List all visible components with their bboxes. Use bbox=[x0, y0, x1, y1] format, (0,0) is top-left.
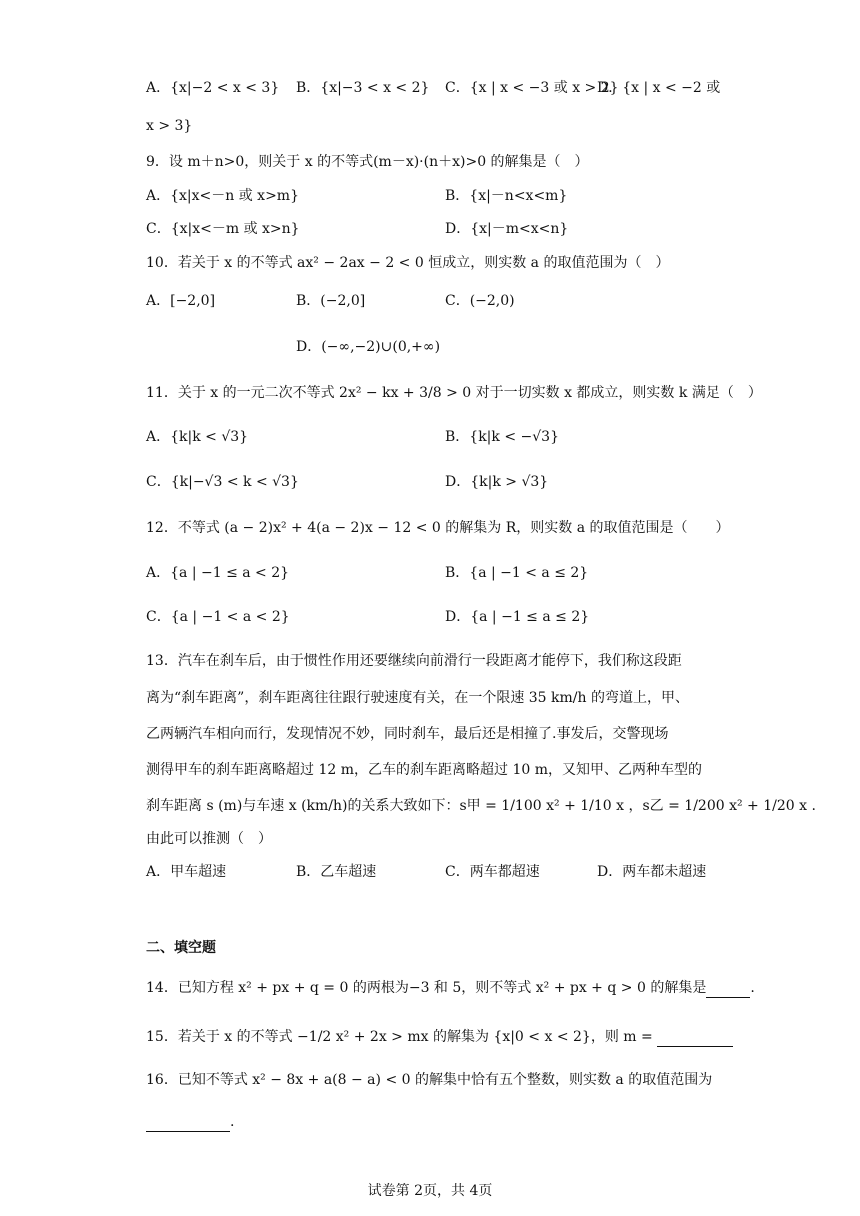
q10-option-b: B．(−2,0] bbox=[296, 293, 366, 309]
q8-option-b: B．{x|−3 < x < 2} bbox=[296, 80, 430, 96]
q8-option-c: C．{x | x < −3 或 x > 2} bbox=[445, 80, 619, 96]
question-13-line-1: 13．汽车在刹车后，由于惯性作用还要继续向前滑行一段距离才能停下，我们称这段距 bbox=[146, 653, 682, 669]
question-10-stem: 10．若关于 x 的不等式 ax² − 2ax − 2 < 0 恒成立，则实数 a 的取值范围为（ ） bbox=[146, 255, 670, 271]
question-16-answer bbox=[146, 1112, 234, 1132]
question-11-stem: 11．关于 x 的一元二次不等式 2x² − kx + 3/8 > 0 对于一切实数 x 都成立，则实数 k 满足（ ） bbox=[146, 385, 762, 401]
q13-option-c: C．两车都超速 bbox=[445, 864, 540, 880]
question-15 bbox=[146, 1027, 733, 1047]
q8-option-d: D．{x | x < −2 或 bbox=[597, 80, 721, 96]
question-14-text: 14．已知方程 x² + px + q = 0 的两根为−3 和 5，则不等式 x² + px + q > 0 的解集是 bbox=[146, 980, 707, 996]
question-16-stem: 16．已知不等式 x² − 8x + a(8 − a) < 0 的解集中恰有五个整数，则实数 a 的取值范围为 bbox=[146, 1072, 713, 1088]
section-fill-in-heading: 二、填空题 bbox=[146, 940, 216, 956]
q8-option-a: A．{x|−2 < x < 3} bbox=[146, 80, 280, 96]
question-16-end: . bbox=[230, 1114, 235, 1130]
q9-option-c: C．{x|x<－m 或 x>n} bbox=[146, 221, 300, 237]
q13-option-a: A．甲车超速 bbox=[146, 864, 227, 880]
q12-option-d: D．{a | −1 ≤ a ≤ 2} bbox=[445, 609, 590, 625]
q10-option-c: C．(−2,0) bbox=[445, 293, 515, 309]
q11-option-d: D．{k|k > √3} bbox=[445, 474, 549, 490]
q12-option-a: A．{a | −1 ≤ a < 2} bbox=[146, 565, 290, 581]
q12-option-b: B．{a | −1 < a ≤ 2} bbox=[445, 565, 589, 581]
q11-option-b: B．{k|k < −√3} bbox=[445, 429, 559, 445]
q9-option-d: D．{x|－m<x<n} bbox=[445, 221, 569, 237]
question-13-line-4: 测得甲车的刹车距离略超过 12 m，乙车的刹车距离略超过 10 m，又知甲、乙两种车型的 bbox=[146, 762, 702, 778]
q13-option-d: D．两车都未超速 bbox=[597, 864, 707, 880]
q12-option-c: C．{a | −1 < a < 2} bbox=[146, 609, 290, 625]
answer-blank-16[interactable] bbox=[146, 1115, 230, 1132]
q11-option-a: A．{k|k < √3} bbox=[146, 429, 249, 445]
question-9-stem: 9．设 m＋n>0，则关于 x 的不等式(m－x)·(n＋x)>0 的解集是（ ） bbox=[146, 154, 589, 170]
answer-blank-14[interactable] bbox=[706, 981, 750, 998]
question-15-text: 15．若关于 x 的不等式 −1/2 x² + 2x > mx 的解集为 {x|0 < x < 2}，则 m = bbox=[146, 1029, 653, 1045]
q9-option-a: A．{x|x<－n 或 x>m} bbox=[146, 188, 299, 204]
answer-blank-15[interactable] bbox=[657, 1030, 733, 1047]
question-14 bbox=[146, 978, 755, 998]
page-footer: 试卷第 2页，共 4页 bbox=[367, 1183, 493, 1199]
question-13-line-2: 离为“刹车距离”，刹车距离往往跟行驶速度有关，在一个限速 35 km/h 的弯道上，甲、 bbox=[146, 690, 689, 706]
q11-option-c: C．{k|−√3 < k < √3} bbox=[146, 474, 299, 490]
q10-option-a: A．[−2,0] bbox=[146, 293, 216, 309]
q10-option-d: D．(−∞,−2)∪(0,+∞) bbox=[296, 339, 441, 355]
question-13-line-6: 由此可以推测（ ） bbox=[146, 831, 272, 847]
q9-option-b: B．{x|－n<x<m} bbox=[445, 188, 568, 204]
question-14-end: . bbox=[750, 980, 755, 996]
q8-option-d-continued: x > 3} bbox=[146, 118, 193, 134]
question-13-line-5: 刹车距离 s (m)与车速 x (km/h)的关系大致如下：s甲 = 1/100 x² + 1/10 x ，s乙 = 1/200 x² + 1/20 x . bbox=[146, 798, 816, 814]
q13-option-b: B．乙车超速 bbox=[296, 864, 377, 880]
question-12-stem: 12．不等式 (a − 2)x² + 4(a − 2)x − 12 < 0 的解集为 R，则实数 a 的取值范围是（ ） bbox=[146, 520, 730, 536]
question-13-line-3: 乙两辆汽车相向而行，发现情况不妙，同时刹车，最后还是相撞了.事发后，交警现场 bbox=[146, 726, 669, 742]
